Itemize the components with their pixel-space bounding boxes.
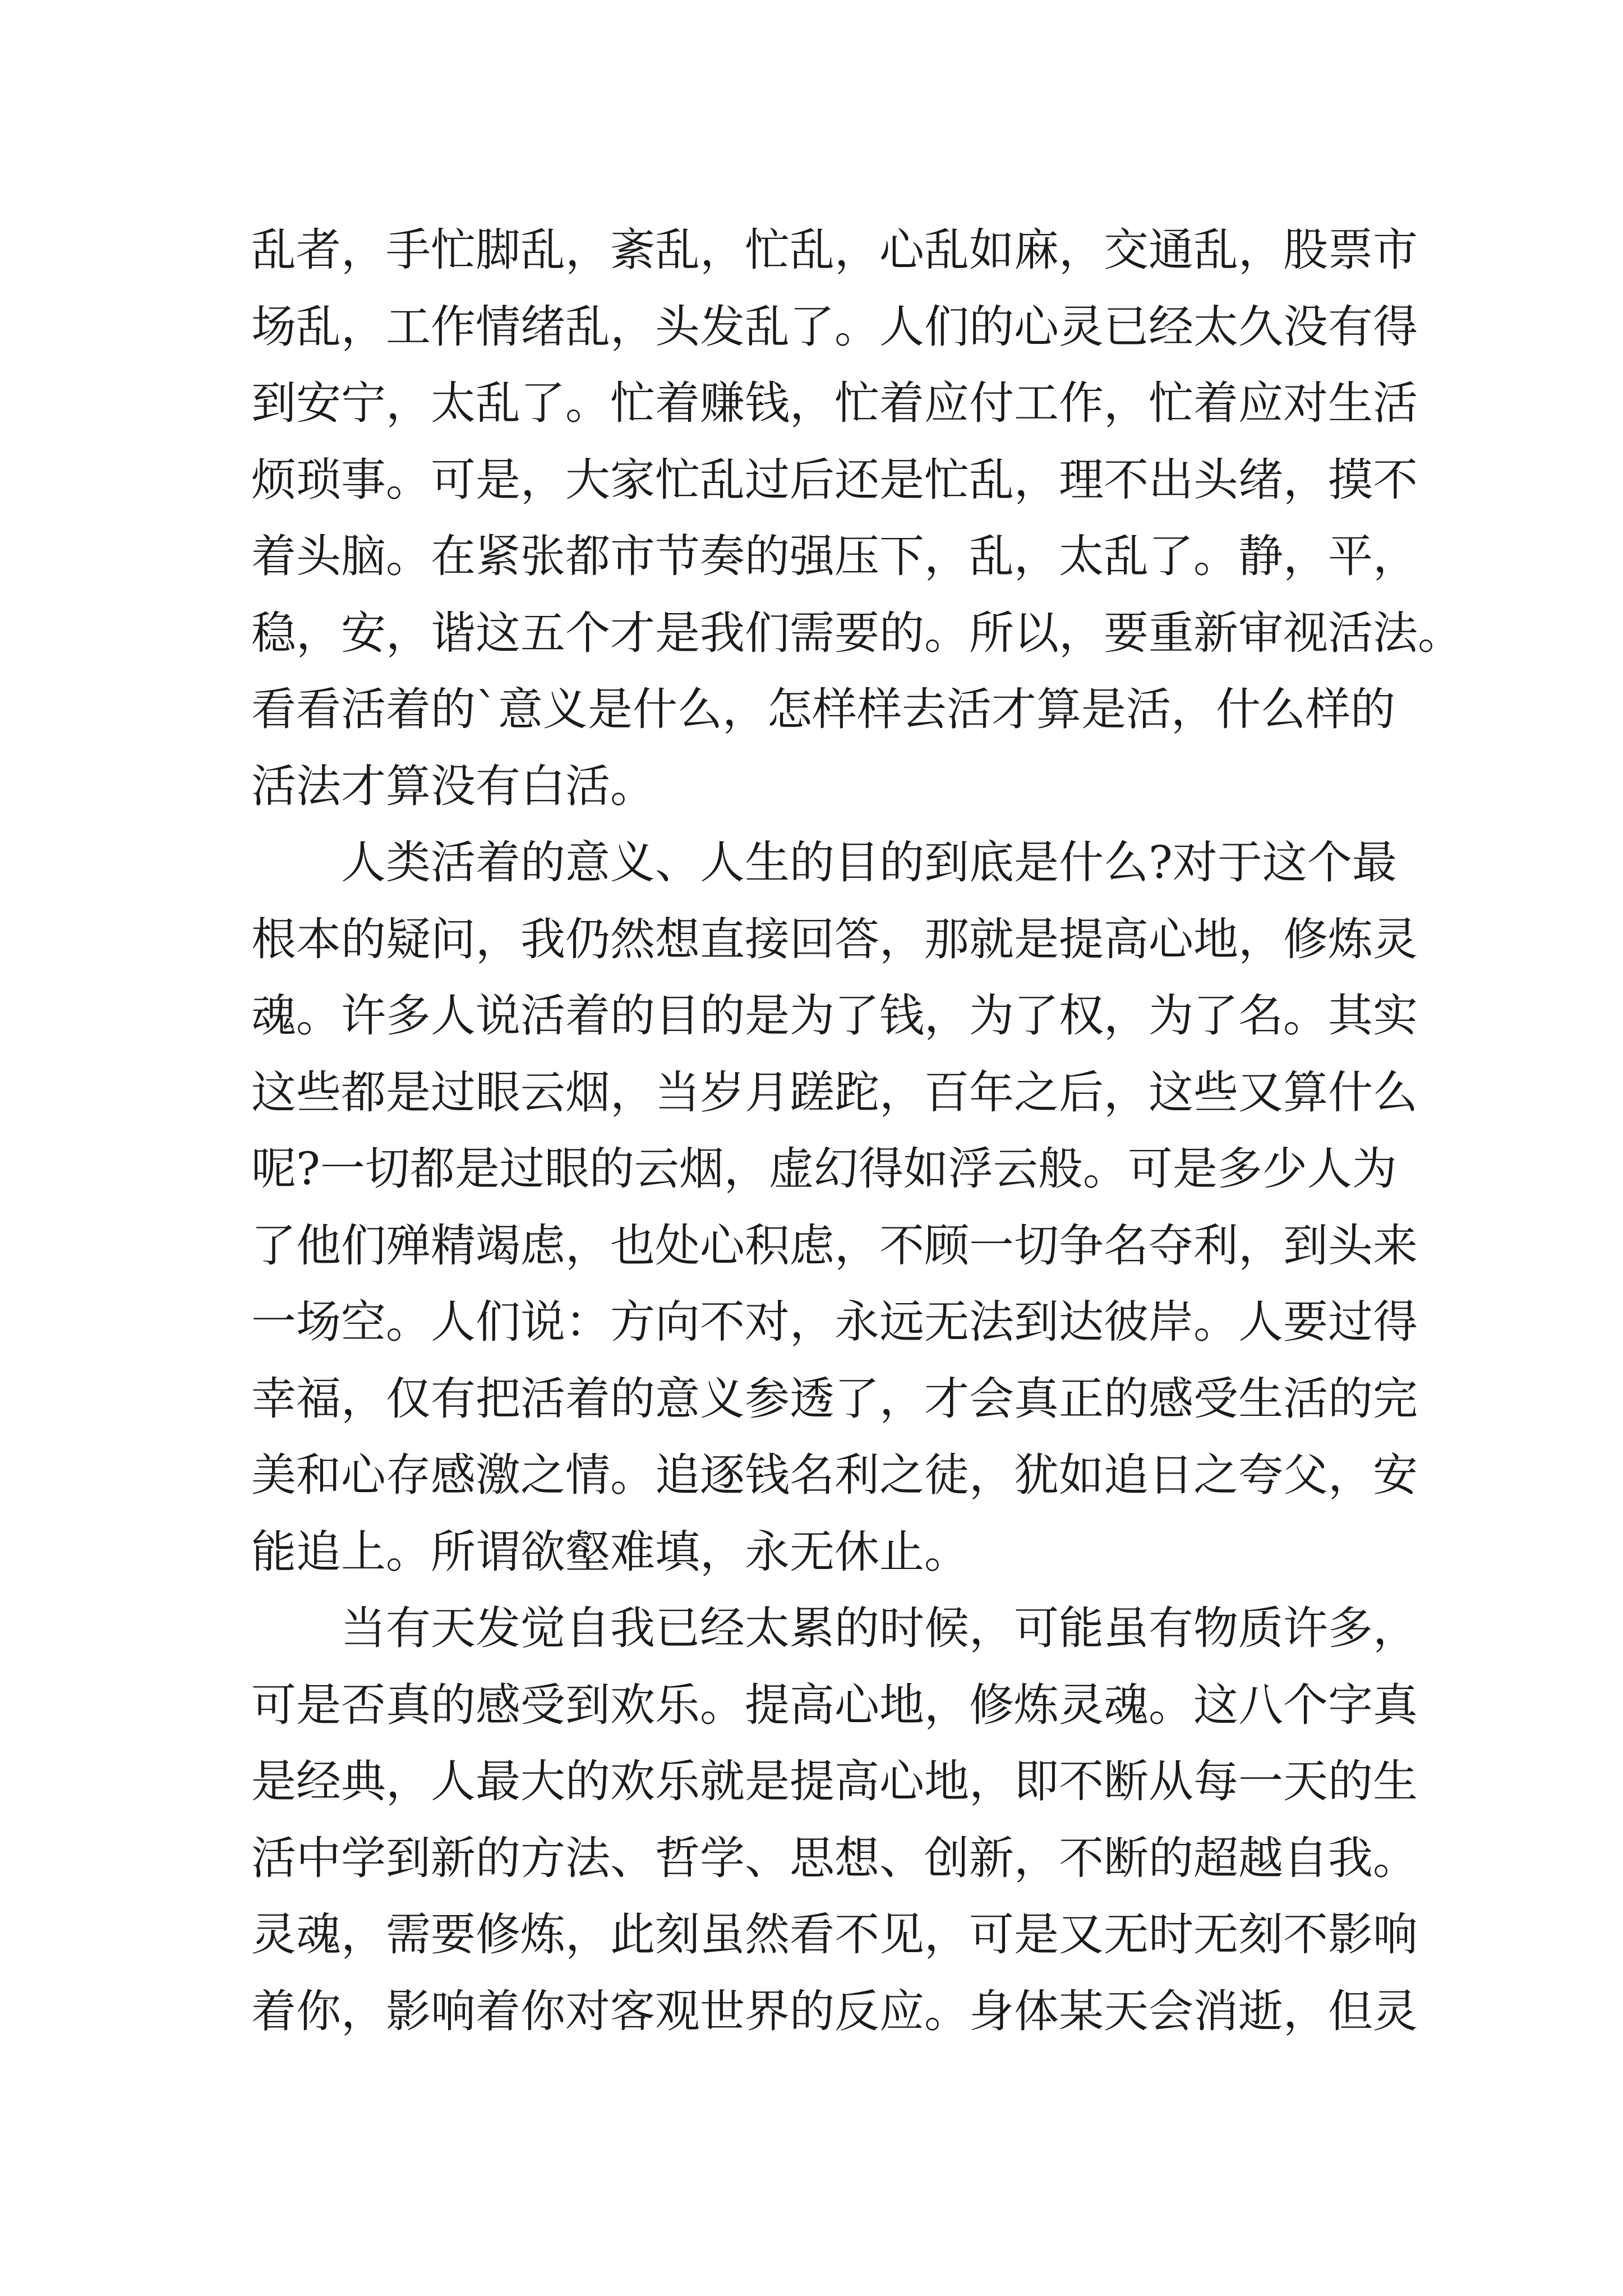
paragraph [251,825,1418,1590]
paragraph [251,212,1463,825]
text-line: 可是否真的感受到欢乐。提高心地，修炼灵魂。这八个字真 [251,1678,1418,1731]
text-line: 能追上。所谓欲壑难填，永无休止。 [251,1525,969,1578]
body-text [251,212,1463,2050]
text-line: 灵魂，需要修炼，此刻虽然看不见，可是又无时无刻不影响 [251,1908,1418,1961]
text-line: 根本的疑问，我仍然想直接回答，那就是提高心地，修炼灵 [251,913,1418,965]
text-line: 稳，安，谐这五个才是我们需要的。所以，要重新审视活法。 [251,606,1463,659]
text-line: 是经典，人最大的欢乐就是提高心地，即不断从每一天的生 [251,1755,1418,1807]
text-line: 幸福，仅有把活着的意义参透了，才会真正的感受生活的完 [251,1372,1418,1425]
text-line: 烦琐事。可是，大家忙乱过后还是忙乱，理不出头绪，摸不 [251,453,1418,506]
text-line: 呢?一切都是过眼的云烟，虚幻得如浮云般。可是多少人为 [251,1143,1397,1195]
text-line: 场乱，工作情绪乱，头发乱了。人们的心灵已经太久没有得 [251,300,1418,353]
text-line: 了他们殚精竭虑，也处心积虑，不顾一切争名夺利，到头来 [251,1219,1418,1272]
text-line: 乱者，手忙脚乱，紊乱，忙乱，心乱如麻，交通乱，股票市 [251,224,1418,276]
text-line: 一场空。人们说：方向不对，永远无法到达彼岸。人要过得 [251,1296,1418,1348]
text-line: 看看活着的`意义是什么，怎样样去活才算是活，什么样的 [251,683,1395,735]
text-line: 这些都是过眼云烟，当岁月蹉跎，百年之后，这些又算什么 [251,1066,1418,1119]
text-line: 着头脑。在紧张都市节奏的强压下，乱，太乱了。静，平， [251,530,1418,582]
text-line: 美和心存感激之情。追逐钱名利之徒，犹如追日之夸父，安 [251,1449,1418,1501]
text-line: 着你，影响着你对客观世界的反应。身体某天会消逝，但灵 [251,1985,1418,2037]
paragraph [251,1590,1418,2050]
text-line: 活法才算没有白活。 [251,760,655,812]
text-line: 当有天发觉自我已经太累的时候，可能虽有物质许多， [341,1602,1418,1654]
text-line: 人类活着的意义、人生的目的到底是什么?对于这个最 [341,836,1397,889]
text-line: 到安宁，太乱了。忙着赚钱，忙着应付工作，忙着应对生活 [251,377,1418,429]
text-line: 魂。许多人说活着的目的是为了钱，为了权，为了名。其实 [251,990,1418,1042]
text-line: 活中学到新的方法、哲学、思想、创新，不断的超越自我。 [251,1832,1418,1884]
